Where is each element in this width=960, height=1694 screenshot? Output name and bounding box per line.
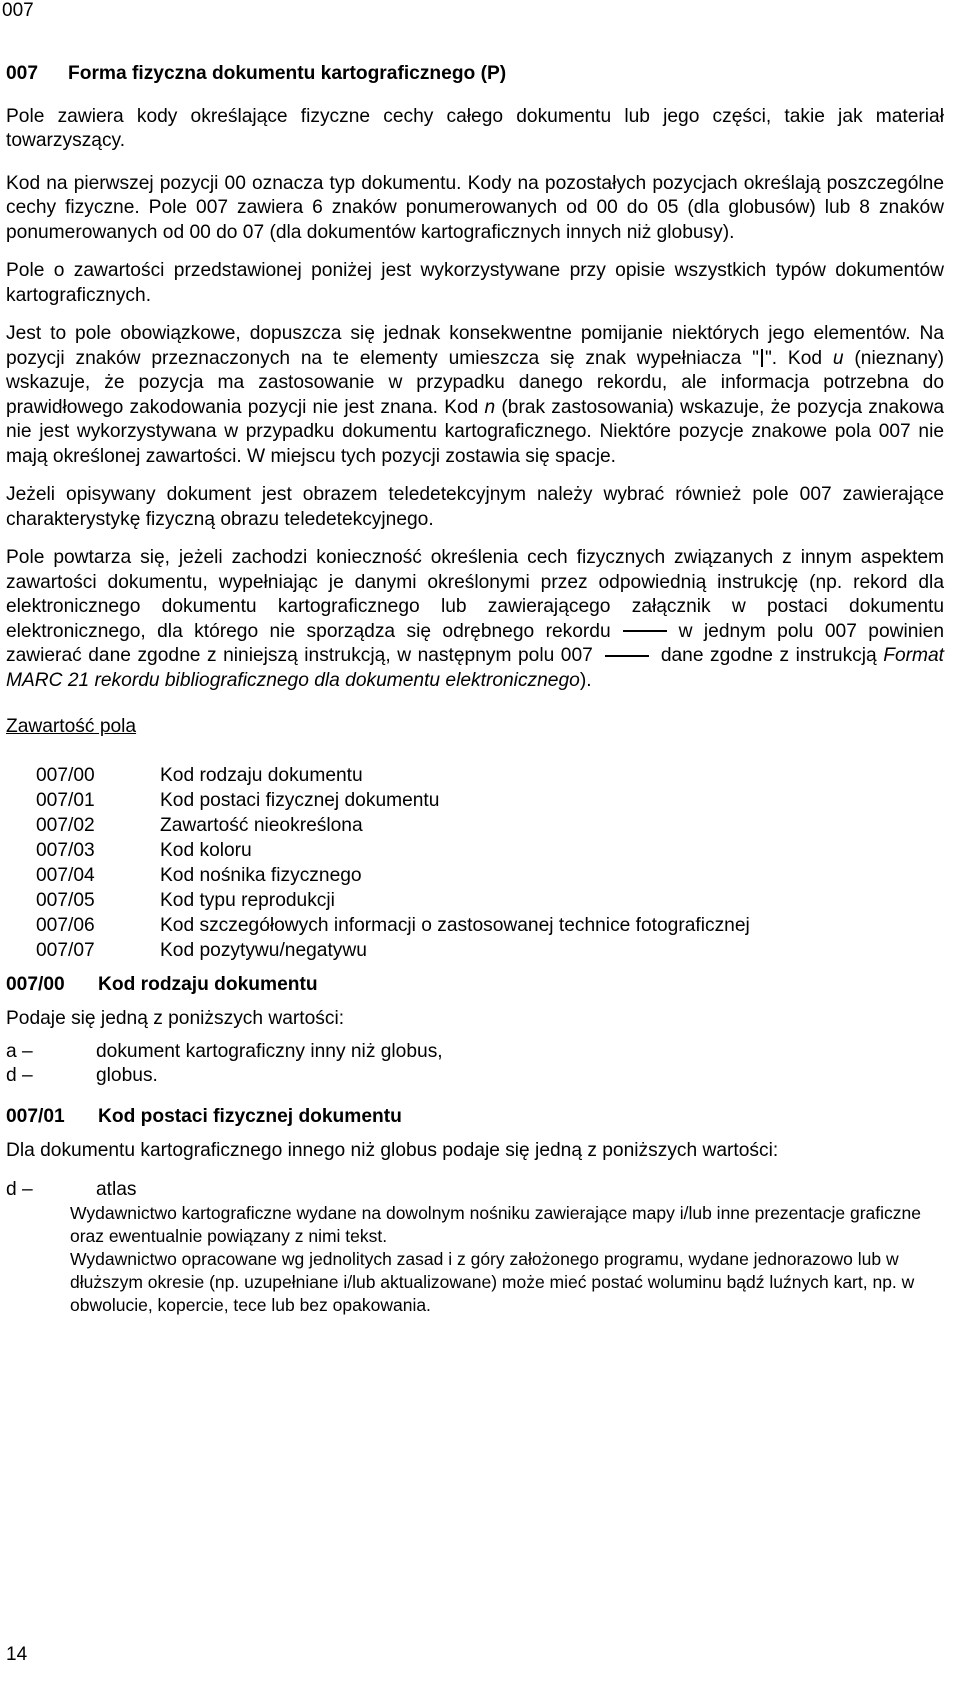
paragraph-6-part-c: dane zgodne z instrukcją	[660, 645, 884, 666]
paragraph-4-part-b: ". Kod	[764, 347, 833, 369]
list-item: 007/06 Kod szczegółowych informacji o zastosowanej technice fotograficznej	[36, 914, 750, 936]
paragraph-4	[6, 322, 944, 469]
field-title-text: Forma fizyczna dokumentu kartograficznego (P)	[68, 63, 507, 84]
document-body	[6, 62, 944, 1317]
list-item: d – globus.	[6, 1065, 158, 1086]
page-number: 14	[6, 1644, 28, 1665]
code-n: n	[484, 396, 496, 418]
section-01-intro: Dla dokumentu kartograficznego innego niż globus podaje się jedną z poniższych wartości:	[6, 1140, 779, 1161]
list-item: d – atlas	[6, 1178, 137, 1200]
section-heading-01: 007/01 Kod postaci fizycznej dokumentu	[6, 1105, 402, 1127]
paragraph-6-italic-title: Format MARC 21 rekordu bibliograficznego dla dokumentu elektronicznego	[6, 645, 945, 691]
paragraph-4-part-d: (brak zastosowania) wskazuje, że pozycja znakowa nie jest wykorzystywana w przypadku dokumentu kartograficznego. Niektóre pozycje znakowe pola 007 nie mają określonej zawartości. W miejscu tych pozycji zostawia się spacje.	[6, 396, 944, 467]
em-dash	[605, 655, 649, 657]
paragraph-4-part-a: Jest to pole obowiązkowe, dopuszcza się jednak konsekwentne pomijanie niektórych jego elementów. Na pozycji znaków przeznaczonych na te elementy umieszcza się znak wypełniacza "	[6, 323, 944, 369]
atlas-description: Wydawnictwo kartograficzne wydane na dowolnym nośniku zawierające mapy i/lub inne prezentacje graficzne oraz ewentualnie powiązany z nimi tekst. Wydawnictwo opracowane wg jednolitych zasad i z góry założonego programu, wydane jednorazowo lub w dłuższym okresie (np. uzupełniane i/lub aktualizowane) może mieć postać woluminu bądź luźnych kart, np. w obwolucie, kopercie, tece lub bez opakowania.	[70, 1203, 921, 1315]
list-item: 007/02 Zawartość nieokreślona	[36, 814, 363, 836]
paragraph-4-part-c: (nieznany) wskazuje, że pozycja ma zastosowanie w przypadku danego rekordu, ale informacja potrzebna do prawidłowego zakodowania pozycji nie jest znana. Kod	[6, 347, 944, 418]
list-item: 007/07 Kod pozytywu/negatywu	[36, 939, 367, 961]
running-header: 007	[2, 0, 34, 21]
paragraph-5: Jeżeli opisywany dokument jest obrazem teledetekcyjnym należy wybrać również pole 007 zawierające charakterystykę fizyczną obrazu teledetekcyjnego.	[6, 484, 944, 530]
list-item: 007/05 Kod typu reprodukcji	[36, 889, 335, 911]
list-item: 007/04 Kod nośnika fizycznego	[36, 864, 362, 886]
field-title	[6, 62, 944, 87]
paragraph-6	[6, 546, 944, 693]
em-dash	[623, 630, 667, 632]
list-item: 007/00 Kod rodzaju dokumentu	[36, 764, 363, 786]
contents-list	[36, 763, 944, 963]
paragraph-6-end: ).	[579, 669, 592, 691]
paragraph-3: Pole o zawartości przedstawionej poniżej jest wykorzystywane przy opisie wszystkich typów dokumentów kartograficznych.	[6, 260, 944, 306]
paragraph-2: Kod na pierwszej pozycji 00 oznacza typ dokumentu. Kody na pozostałych pozycjach określają poszczególne cechy fizyczne. Pole 007 zawiera 6 znaków ponumerowanych od 00 do 05 (dla globusów) lub 8 znaków ponumerowanych od 00 do 07 (dla dokumentów kartograficznych innych niż globusy).	[6, 172, 944, 243]
contents-heading: Zawartość pola	[6, 716, 137, 737]
code-u: u	[832, 347, 844, 369]
section-heading-00: 007/00 Kod rodzaju dokumentu	[6, 973, 318, 995]
field-title-code: 007	[6, 63, 39, 84]
list-item: 007/01 Kod postaci fizycznej dokumentu	[36, 789, 440, 811]
list-item: 007/03 Kod koloru	[36, 839, 252, 861]
section-00-values	[6, 1040, 944, 1089]
list-item: a – dokument kartograficzny inny niż globus,	[6, 1040, 443, 1062]
paragraph-6-part-b: w jednym polu 007 powinien zawierać dane zgodne z niniejszą instrukcją, w następnym polu 007	[6, 620, 945, 666]
paragraph-6-part-a: Pole powtarza się, jeżeli zachodzi konieczność określenia cech fizycznych związanych z innym aspektem zawartości dokumentu, wypełniając je danymi określonymi przez odpowiednią instrukcję (np. rekord dla elektronicznego dokumentu kartograficznego lub zawierającego załącznik w postaci dokumentu elektronicznego, dla którego nie sporządza się odrębnego rekordu	[6, 547, 944, 642]
paragraph-1: Pole zawiera kody określające fizyczne cechy całego dokumentu lub jego części, takie jak materiał towarzyszący.	[6, 105, 944, 151]
fill-character-symbol	[761, 349, 763, 367]
section-00-intro: Podaje się jedną z poniższych wartości:	[6, 1008, 345, 1029]
